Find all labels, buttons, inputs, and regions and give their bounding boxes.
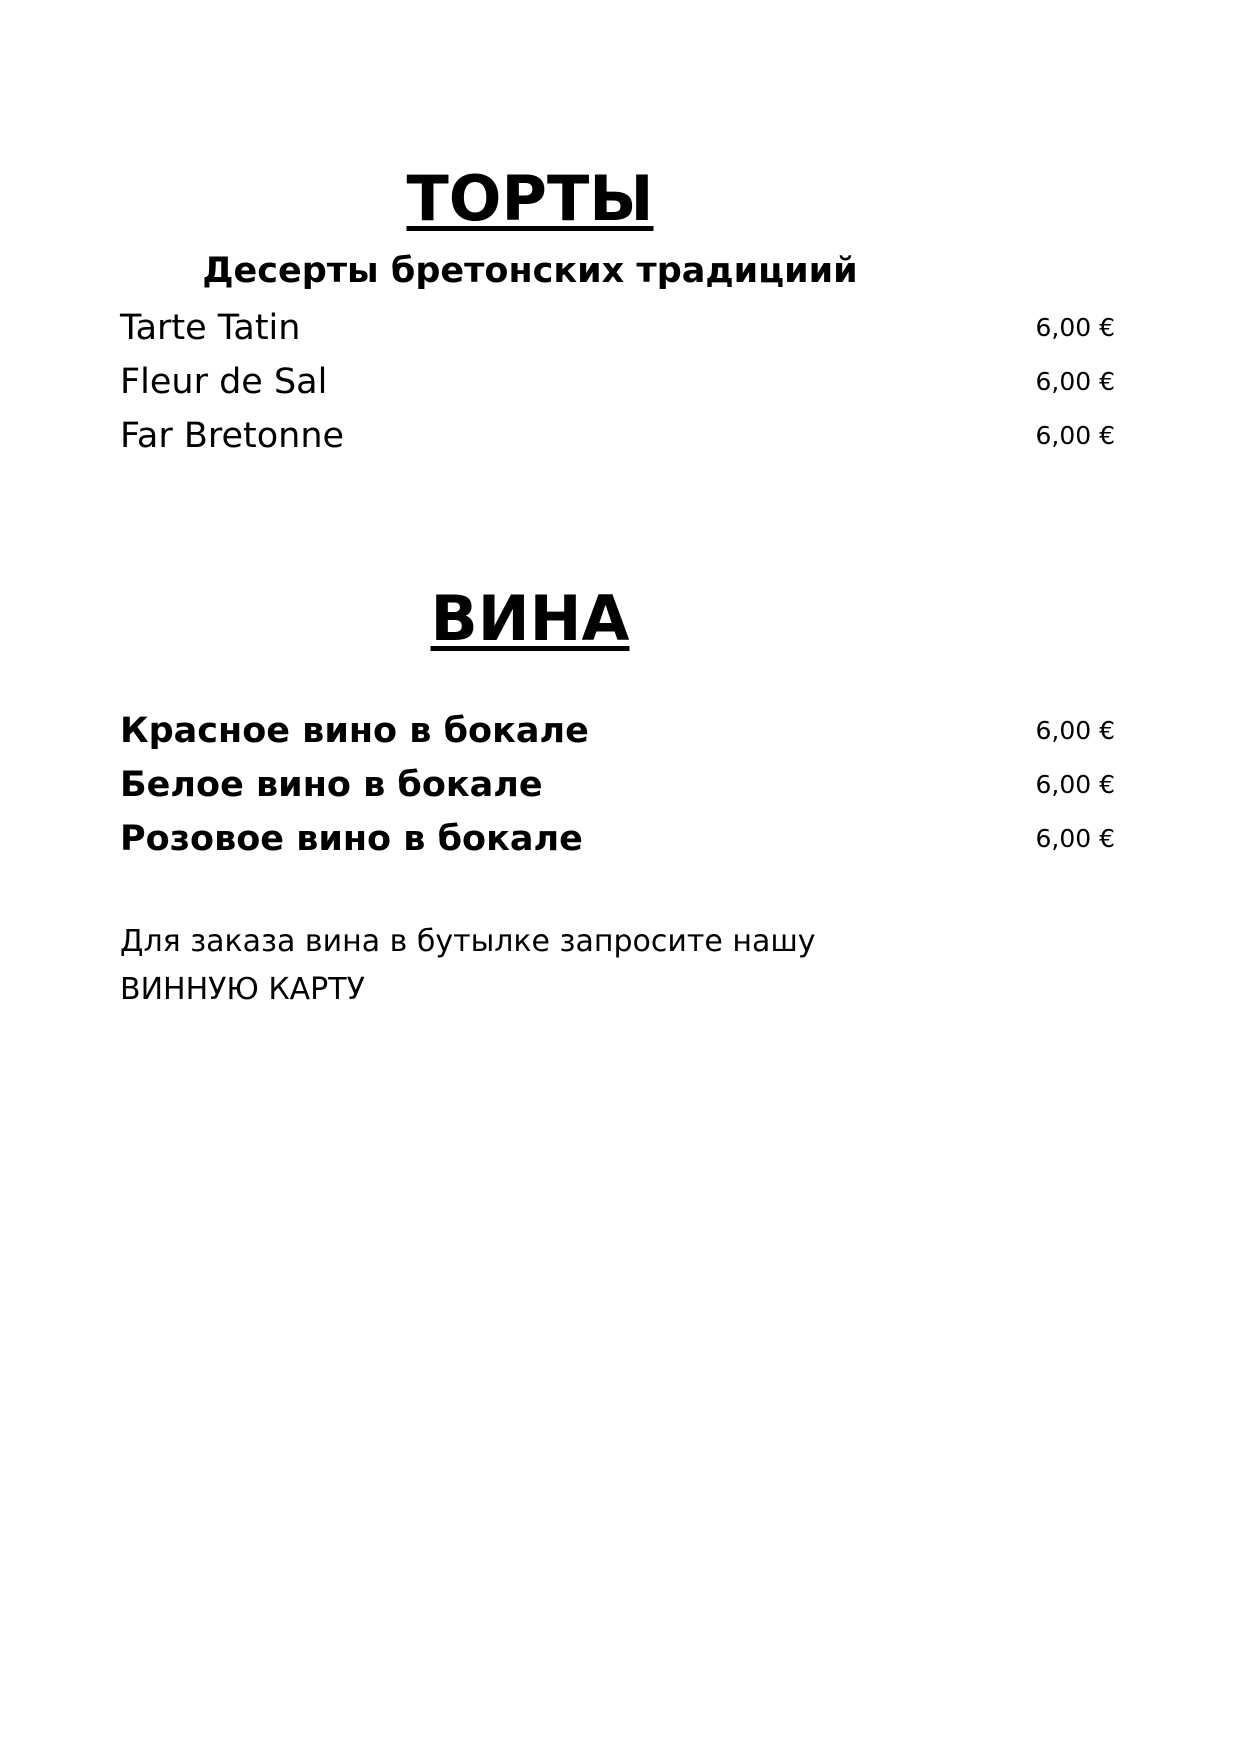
cakes-section-title [0,162,1060,235]
wines-list [120,708,1115,870]
wines-title-text: ВИНА [430,582,630,655]
item-price: 6,00 € [1035,421,1115,450]
item-name: Tarte Tatin [120,308,301,348]
note-line-2: ВИННУЮ КАРТУ [120,972,365,1007]
item-price: 6,00 € [1035,313,1115,342]
item-price: 6,00 € [1035,367,1115,396]
menu-item [120,413,1115,467]
cakes-title-text: ТОРТЫ [406,162,654,235]
item-name: Белое вино в бокале [120,765,543,805]
wine-list-note [120,918,1020,1014]
menu-item [120,708,1115,762]
cakes-subtitle: Десерты бретонских традициий [202,251,858,291]
item-name: Fleur de Sal [120,362,328,402]
menu-item [120,816,1115,870]
wines-section-title [0,582,1060,655]
menu-item [120,359,1115,413]
item-price: 6,00 € [1035,770,1115,799]
item-name: Розовое вино в бокале [120,819,583,859]
item-price: 6,00 € [1035,716,1115,745]
item-name: Far Bretonne [120,416,345,456]
item-name: Красное вино в бокале [120,711,589,751]
menu-item [120,305,1115,359]
item-price: 6,00 € [1035,824,1115,853]
note-line-1: Для заказа вина в бутылке запросите нашу [120,924,816,959]
menu-item [120,762,1115,816]
cakes-list [120,305,1115,467]
